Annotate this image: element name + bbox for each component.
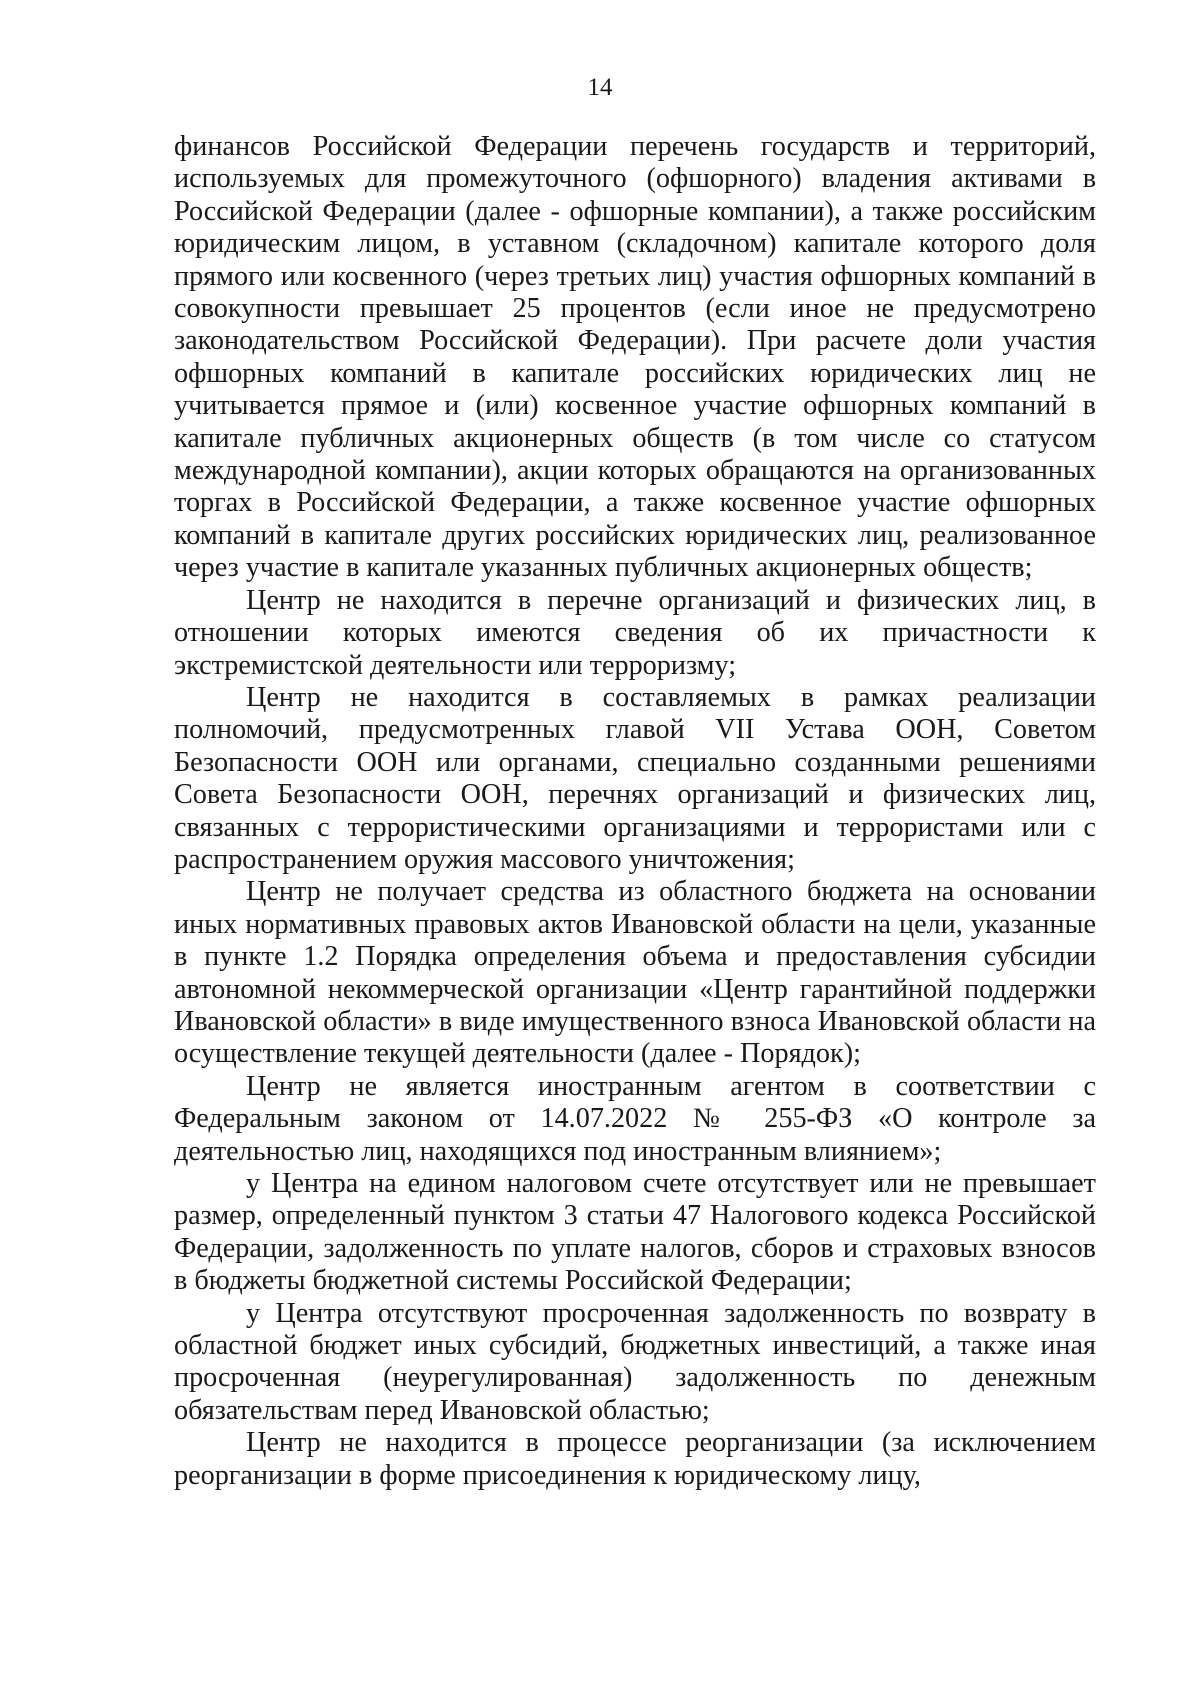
paragraph-overdue-debt: у Центра отсутствуют просроченная задолженность по возврату в областной бюджет иных субсидий, бюджетных инвестиций, а также иная просроченная (неурегулированная) задолженность по денежным обязательствам перед Ивановской областью; bbox=[174, 1297, 1096, 1426]
paragraph-tax-debt: у Центра на едином налоговом счете отсутствует или не превышает размер, определенный пунктом 3 статьи 47 Налогового кодекса Российской Федерации, задолженность по уплате налогов, сборов и страховых взносов в бюджеты бюджетной системы Российской Федерации; bbox=[174, 1168, 1096, 1297]
paragraph-reorganization: Центр не находится в процессе реорганизации (за исключением реорганизации в форме присоединения к юридическому лицу, bbox=[174, 1427, 1096, 1491]
paragraph-un-sanctions-list: Центр не находится в составляемых в рамках реализации полномочий, предусмотренных главой VII Устава ООН, Советом Безопасности ООН или органами, специально созданными решениями Совета Безопасности ООН, перечнях организаций и физических лиц, связанных с террористическими организациями и террористами или с распространением оружия массового уничтожения; bbox=[174, 681, 1096, 875]
document-body bbox=[174, 131, 1096, 1492]
paragraph-continuation: финансов Российской Федерации перечень государств и территорий, используемых для промежуточного (офшорного) владения активами в Российской Федерации (далее - офшорные компании), а также российским юридическим лицом, в уставном (складочном) капитале которого доля прямого или косвенного (через третьих лиц) участия офшорных компаний в совокупности превышает 25 процентов (если иное не предусмотрено законодательством Российской Федерации). При расчете доли участия офшорных компаний в капитале российских юридических лиц не учитывается прямое и (или) косвенное участие офшорных компаний в капитале публичных акционерных обществ (в том числе со статусом международной компании), акции которых обращаются на организованных торгах в Российской Федерации, а также косвенное участие офшорных компаний в капитале других российских юридических лиц, реализованное через участие в капитале указанных публичных акционерных обществ; bbox=[174, 131, 1096, 584]
paragraph-budget-funds: Центр не получает средства из областного бюджета на основании иных нормативных правовых актов Ивановской области на цели, указанные в пункте 1.2 Порядка определения объема и предоставления субсидии автономной некоммерческой организации «Центр гарантийной поддержки Ивановской области» в виде имущественного взноса Ивановской области на осуществление текущей деятельности (далее - Порядок); bbox=[174, 876, 1096, 1070]
paragraph-foreign-agent: Центр не является иностранным агентом в соответствии с Федеральным законом от 14.07.2022 № 255-ФЗ «О контроле за деятельностью лиц, находящихся под иностранным влиянием»; bbox=[174, 1070, 1096, 1167]
paragraph-extremism-list: Центр не находится в перечне организаций и физических лиц, в отношении которых имеются сведения об их причастности к экстремистской деятельности или терроризму; bbox=[174, 584, 1096, 681]
page-number: 14 bbox=[587, 74, 613, 101]
